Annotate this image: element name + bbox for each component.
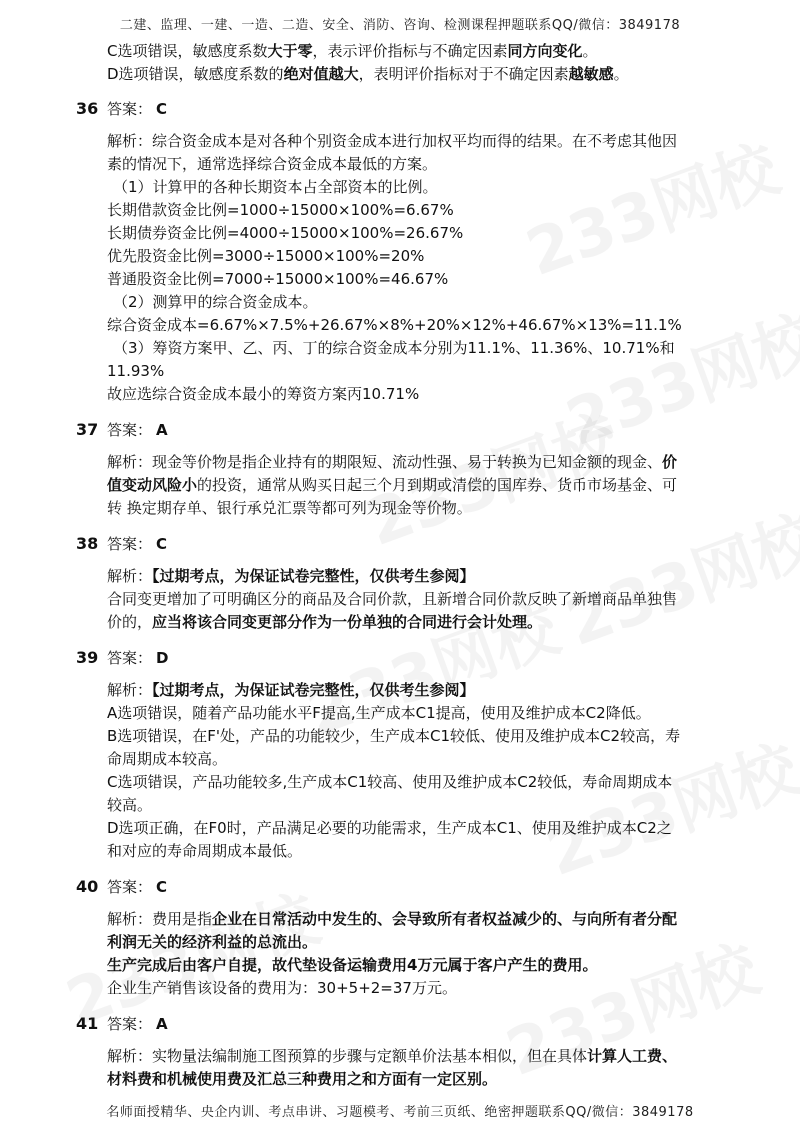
text-line: 素的情况下，通常选择综合资金成本最低的方案。 <box>107 155 438 173</box>
page-footer: 名师面授精华、央企内训、考点串讲、习题模考、考前三页纸、绝密押题联系QQ/微信：3849178 <box>106 1105 694 1120</box>
text-line: C选项错误，产品功能较多,生产成本C1较高、使用及维护成本C2较低，寿命周期成本 <box>107 773 673 791</box>
text-line: 解析：【过期考点，为保证试卷完整性，仅供考生参阅】 <box>107 681 475 699</box>
text-line: 利润无关的经济利益的总流出。 <box>107 933 318 951</box>
text-line: 解析：综合资金成本是对各种个别资金成本进行加权平均而得的结果。在不考虑其他因 <box>107 132 678 150</box>
text-line: 命周期成本较高。 <box>107 750 228 768</box>
question-number: 37 <box>76 420 99 439</box>
text-line: 和对应的寿命周期成本最低。 <box>107 842 303 860</box>
answer-letter: A <box>156 421 168 439</box>
answer-label: 答案： A <box>107 1015 168 1033</box>
question-number: 36 <box>76 99 99 118</box>
text-line: 普通股资金比例=7000÷15000×100%=46.67% <box>107 270 449 288</box>
page-header: 二建、监理、一建、一造、二造、安全、消防、咨询、检测课程押题联系QQ/微信：3849178 <box>119 18 681 33</box>
text-line: （2）测算甲的综合资金成本。 <box>113 293 318 311</box>
text-line: C选项错误，敏感度系数大于零，表示评价指标与不确定因素同方向变化。 <box>107 42 598 60</box>
answer-letter: C <box>156 100 168 118</box>
question-number: 40 <box>76 877 99 896</box>
text-line: 综合资金成本=6.67%×7.5%+26.67%×8%+20%×12%+46.67%×13%=11.1% <box>107 316 682 334</box>
text-line: A选项错误，随着产品功能水平F提高,生产成本C1提高，使用及维护成本C2降低。 <box>107 704 651 722</box>
text-line: 解析：费用是指企业在日常活动中发生的、会导致所有者权益减少的、与向所有者分配 <box>107 910 678 928</box>
text-line: 11.93% <box>107 362 165 380</box>
text-line: 长期借款资金比例=1000÷15000×100%=6.67% <box>107 201 454 219</box>
text-line: 材料费和机械使用费及汇总三种费用之和方面有一定区别。 <box>107 1070 498 1088</box>
answer-letter: C <box>156 535 168 553</box>
text-line: 生产完成后由客户自提，故代垫设备运输费用4万元属于客户产生的费用。 <box>107 956 598 974</box>
text-line: 合同变更增加了可明确区分的商品及合同价款，且新增合同价款反映了新增商品单独售 <box>107 590 678 608</box>
text-line: D选项正确，在F0时，产品满足必要的功能需求，生产成本C1、使用及维护成本C2之 <box>107 819 672 837</box>
text-line: B选项错误，在F'处，产品的功能较少，生产成本C1较低、使用及维护成本C2较高，寿 <box>107 727 681 745</box>
text-line: 优先股资金比例=3000÷15000×100%=20% <box>107 247 425 265</box>
text-line: 解析：实物量法编制施工图预算的步骤与定额单价法基本相似，但在具体计算人工费、 <box>107 1047 678 1065</box>
watermark <box>492 918 769 1094</box>
text-line: 解析：【过期考点，为保证试卷完整性，仅供考生参阅】 <box>107 567 475 585</box>
text-line: 解析：现金等价物是指企业持有的期限短、流动性强、易于转换为已知金额的现金、价 <box>107 453 678 471</box>
text-line: 转 换定期存单、银行承兑汇票等都可列为现金等价物。 <box>107 499 472 517</box>
answer-letter: C <box>156 878 168 896</box>
text-line: 故应选综合资金成本最小的筹资方案丙10.71% <box>107 385 420 403</box>
answer-label: 答案： C <box>107 100 168 118</box>
answer-label: 答案： C <box>107 535 168 553</box>
question-number: 41 <box>76 1014 99 1033</box>
answer-label: 答案： C <box>107 878 168 896</box>
text-line: 长期债券资金比例=4000÷15000×100%=26.67% <box>107 224 464 242</box>
text-line: （3）筹资方案甲、乙、丙、丁的综合资金成本分别为11.1%、11.36%、10.71%和 <box>113 339 675 357</box>
text-line: 值变动风险小的投资，通常从购买日起三个月到期或清偿的国库券、货币市场基金、可 <box>107 476 678 494</box>
text-line: 较高。 <box>107 796 153 814</box>
text-line: 价的，应当将该合同变更部分作为一份单独的合同进行会计处理。 <box>107 613 543 631</box>
question-number: 38 <box>76 534 99 553</box>
answer-label: 答案： A <box>107 421 168 439</box>
answer-letter: D <box>156 649 169 667</box>
text-line: 企业生产销售该设备的费用为：30+5+2=37万元。 <box>107 979 457 997</box>
answer-label: 答案： D <box>107 649 169 667</box>
text-line: （1）计算甲的各种长期资本占全部资本的比例。 <box>113 178 438 196</box>
answer-letter: A <box>156 1015 168 1033</box>
text-line: D选项错误，敏感度系数的绝对值越大，表明评价指标对于不确定因素越敏感。 <box>107 65 629 83</box>
watermark <box>552 488 800 664</box>
question-number: 39 <box>76 648 99 667</box>
